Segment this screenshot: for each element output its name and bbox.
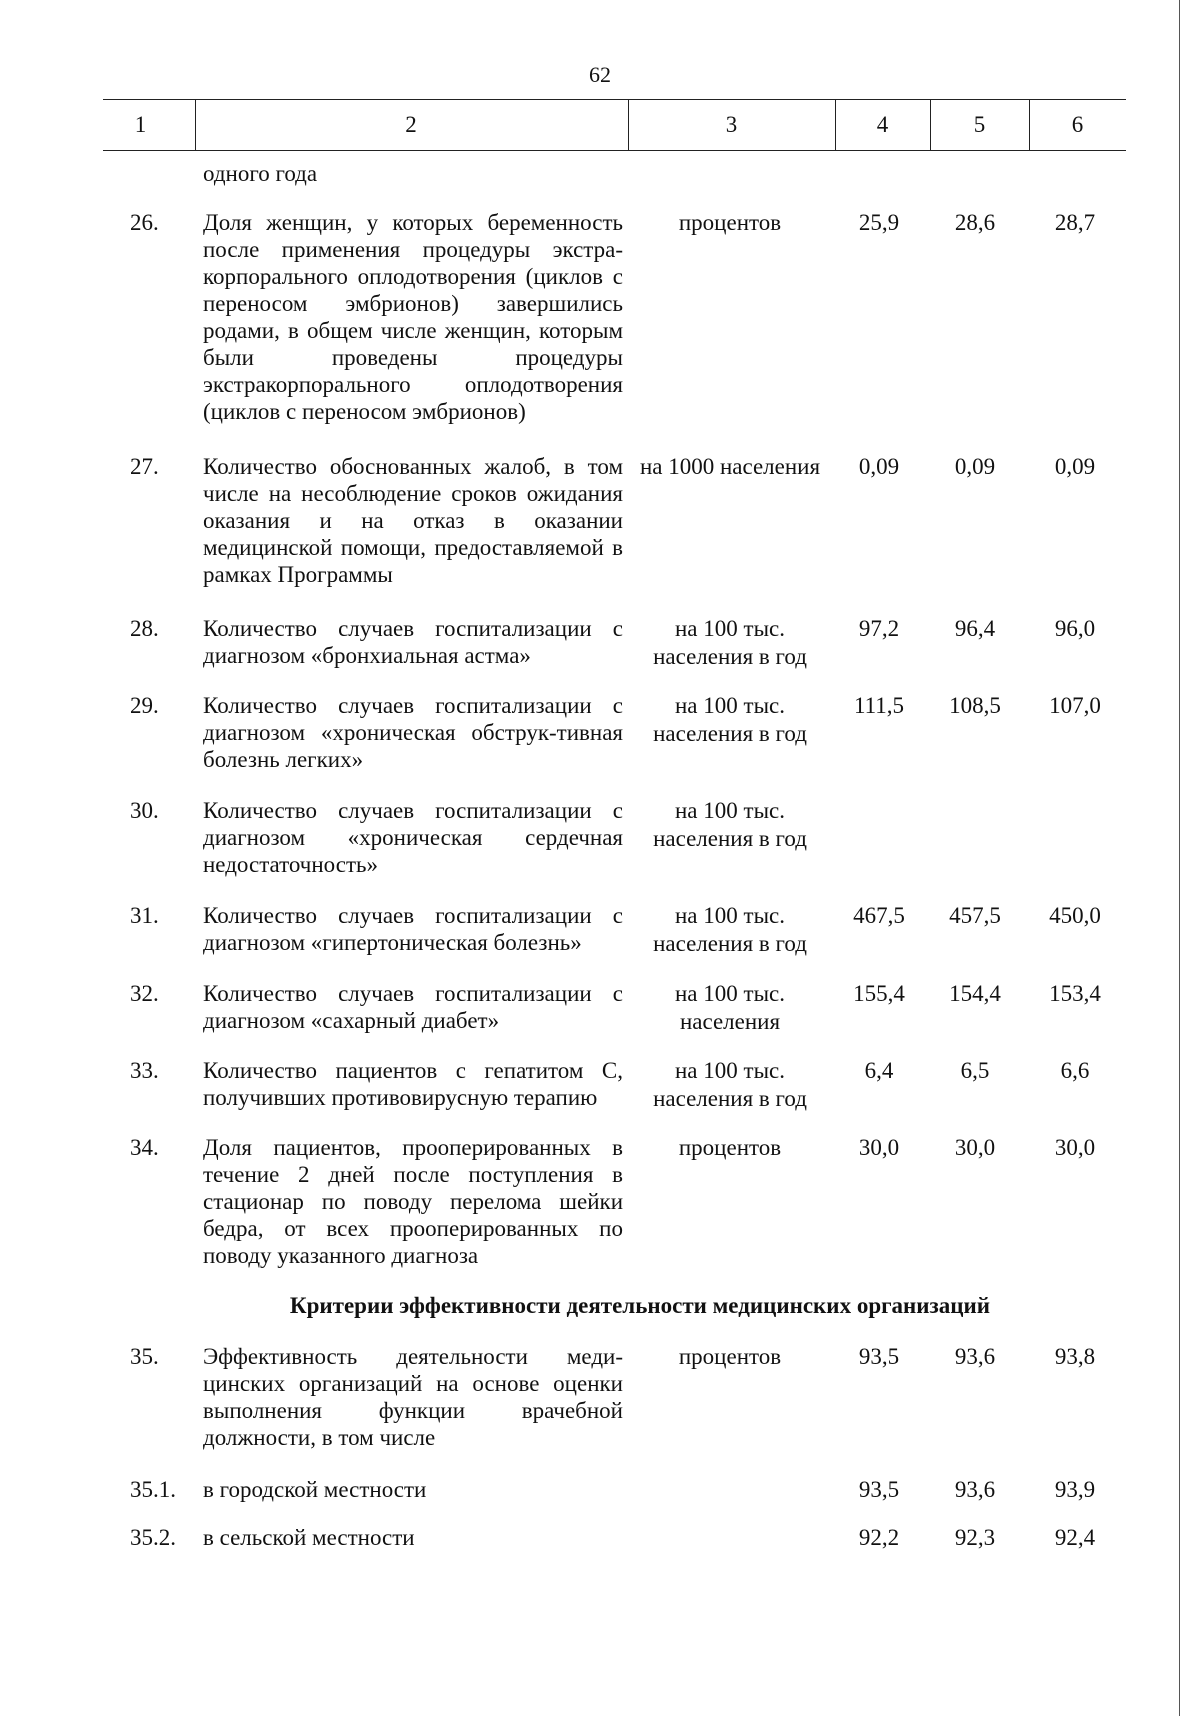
- row-description: Количество случаев госпитализации с диагнозом «сахарный диабет»: [203, 981, 623, 1033]
- row-value-col4: 97,2: [858, 616, 900, 641]
- row-description: Количество обоснованных жалоб, в том числе на несоблюдение сроков ожидания оказания и на отказ в оказании медицинской помощи, предоставляемой в рамках Программы: [203, 454, 623, 587]
- row-value-col6: 0,09: [1054, 454, 1096, 479]
- row-description: Количество случаев госпитализации с диагнозом «бронхиальная астма»: [203, 616, 623, 668]
- page-number: 62: [589, 62, 611, 87]
- header-col-1: 1: [134, 112, 147, 137]
- row-value-col4: 467,5: [853, 903, 905, 928]
- row-description: в городской местности: [203, 1477, 427, 1502]
- row-value-col6: 92,4: [1054, 1525, 1096, 1550]
- row-description: Количество случаев госпитализации с диагнозом «гипертоническая болезнь»: [203, 903, 623, 955]
- row-unit: на 100 тыс. населения в год: [653, 1058, 807, 1111]
- row-value-col6: 28,7: [1054, 210, 1096, 235]
- row-value-col5: 92,3: [954, 1525, 996, 1550]
- row-value-col5: 30,0: [954, 1135, 996, 1160]
- row-number: 26.: [130, 210, 159, 235]
- section-heading: Критерии эффективности деятельности медицинских организаций: [289, 1293, 991, 1318]
- row-number: 29.: [130, 693, 159, 718]
- row-value-col5: 154,4: [949, 981, 1001, 1006]
- header-col-2: 2: [405, 112, 417, 137]
- row-value-col6: 450,0: [1049, 903, 1101, 928]
- row-value-col5: 108,5: [949, 693, 1001, 718]
- row-value-col6: 30,0: [1054, 1135, 1096, 1160]
- row-value-col4: 25,9: [858, 210, 900, 235]
- header-col-4: 4: [876, 112, 889, 137]
- table-header: [103, 99, 1126, 151]
- row-value-col6: 93,8: [1054, 1344, 1096, 1369]
- row-number: 27.: [130, 454, 159, 479]
- row-unit: процентов: [678, 1135, 782, 1160]
- row-unit: на 100 тыс. населения в год: [653, 903, 807, 956]
- row-value-col5: 93,6: [954, 1477, 996, 1502]
- row-description: Доля пациентов, прооперированных в течение 2 дней после поступления в стационар по поводу перелома шейки бедра, от всех прооперированных по поводу указанного диагноза: [203, 1135, 623, 1268]
- row-value-col6: 96,0: [1054, 616, 1096, 641]
- row-description: Количество случаев госпитализации с диагнозом «хроническая обструк-тивная болезнь легких»: [203, 693, 623, 772]
- row-description: Эффективность деятельности меди-цинских организаций на основе оценки выполнения функции врачебной должности, в том числе: [203, 1344, 623, 1450]
- row-unit: процентов: [678, 210, 782, 235]
- row-number: 32.: [130, 981, 159, 1006]
- row-value-col6: 153,4: [1049, 981, 1101, 1006]
- row-number: 33.: [130, 1058, 159, 1083]
- row-description: Количество пациентов с гепатитом С, получивших противовирусную терапию: [203, 1058, 623, 1110]
- row-unit: процентов: [678, 1344, 782, 1369]
- row-unit: на 100 тыс. населения в год: [653, 798, 807, 851]
- row-number: 28.: [130, 616, 159, 641]
- row-number: 35.2.: [130, 1525, 176, 1550]
- row-unit: на 100 тыс. населения в год: [653, 616, 807, 669]
- row-value-col5: 96,4: [954, 616, 996, 641]
- header-col-3: 3: [725, 112, 738, 137]
- row-value-col4: 93,5: [858, 1344, 900, 1369]
- row-value-col5: 457,5: [949, 903, 1001, 928]
- continuation-text: одного года: [203, 161, 318, 186]
- row-value-col4: 111,5: [853, 693, 905, 718]
- row-value-col4: 92,2: [858, 1525, 900, 1550]
- row-value-col4: 93,5: [858, 1477, 900, 1502]
- row-value-col5: 0,09: [954, 454, 996, 479]
- row-number: 30.: [130, 798, 159, 823]
- header-col-5: 5: [973, 112, 986, 137]
- row-unit: на 1000 населения: [639, 454, 821, 479]
- row-value-col4: 30,0: [858, 1135, 900, 1160]
- row-value-col5: 93,6: [954, 1344, 996, 1369]
- row-number: 34.: [130, 1135, 159, 1160]
- row-number: 31.: [130, 903, 159, 928]
- row-value-col4: 155,4: [853, 981, 905, 1006]
- row-unit: на 100 тыс. населения в год: [653, 693, 807, 746]
- row-value-col6: 93,9: [1054, 1477, 1096, 1502]
- row-value-col6: 6,6: [1060, 1058, 1090, 1083]
- row-value-col4: 0,09: [858, 454, 900, 479]
- row-value-col5: 28,6: [954, 210, 996, 235]
- row-unit: на 100 тыс. населения: [675, 981, 785, 1034]
- row-description: Количество случаев госпитализации с диагнозом «хроническая сердечная недостаточность»: [203, 798, 623, 877]
- row-description: в сельской местности: [203, 1525, 415, 1550]
- header-col-6: 6: [1071, 112, 1084, 137]
- page-edge-line: [1179, 0, 1180, 1716]
- row-value-col6: 107,0: [1049, 693, 1101, 718]
- row-value-col4: 6,4: [864, 1058, 894, 1083]
- row-number: 35.: [130, 1344, 159, 1369]
- row-number: 35.1.: [130, 1477, 176, 1502]
- row-description: Доля женщин, у которых беременность после применения процедуры экстра-корпорального оплодотворения (циклов с переносом эмбрионов) завершились родами, в общем числе женщин, которым были проведены процедуры экстракорпорального оплодотворения (циклов с переносом эмбрионов): [203, 210, 623, 424]
- row-value-col5: 6,5: [960, 1058, 990, 1083]
